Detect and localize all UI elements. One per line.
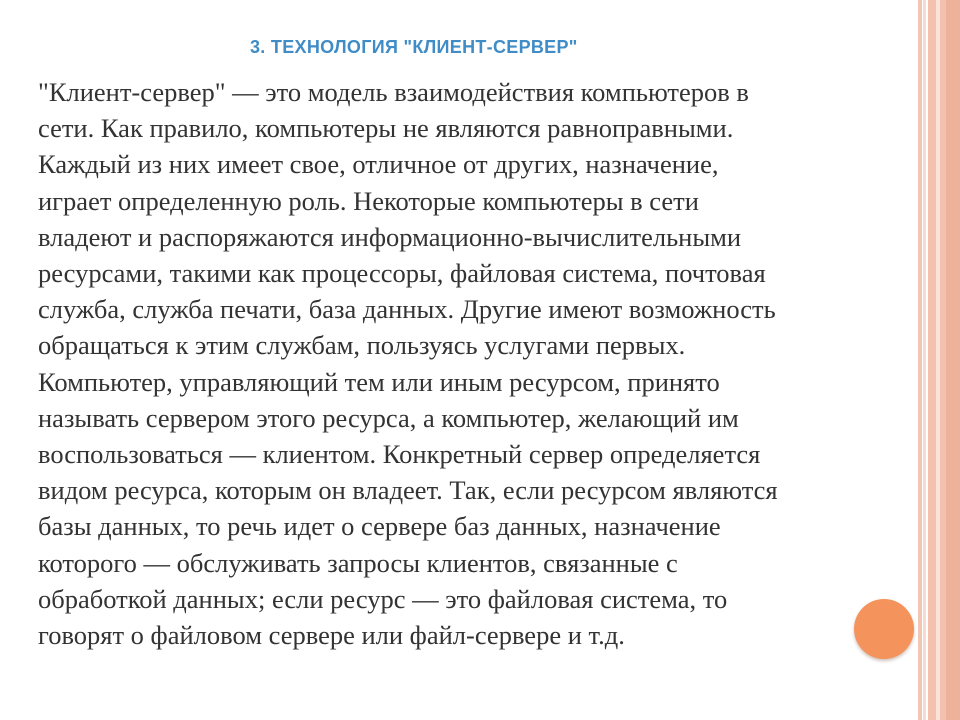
decorative-stripe (946, 0, 960, 720)
body-text-line: базы данных, то речь идет о сервере баз данных, назначение (38, 511, 721, 542)
body-text-line: владеют и распоряжаются информационно-вычислительными (38, 221, 742, 252)
accent-circle (854, 599, 914, 659)
body-text-line: "Клиент-сервер" — это модель взаимодействия компьютеров в (38, 77, 749, 107)
body-text-line: Компьютер, управляющий тем или иным ресурсом, принято (38, 366, 720, 397)
body-text-line: называть сервером этого ресурса, а компьютер, желающий им (38, 402, 739, 433)
body-text-line: видом ресурса, которым он владеет. Так, если ресурсом являются (38, 475, 778, 506)
decorative-stripe (923, 0, 926, 720)
body-text-line: обработкой данных; если ресурс — это файловая система, то (38, 583, 728, 614)
decorative-stripe (918, 0, 922, 720)
slide-body-text (38, 74, 908, 653)
body-text-line: которого — обслуживать запросы клиентов, связанные с (38, 547, 678, 578)
body-text-line: Каждый из них имеет свое, отличное от других, назначение, (38, 149, 719, 180)
body-text-line: воспользоваться — клиентом. Конкретный сервер определяется (38, 439, 761, 470)
body-text-line: играет определенную роль. Некоторые компьютеры в сети (38, 185, 699, 216)
body-text-line: служба, служба печати, база данных. Другие имеют возможность (38, 294, 776, 325)
body-text-line: говорят о файловом сервере или файл-сервере и т.д. (38, 620, 625, 651)
body-text-line: ресурсами, такими как процессоры, файловая система, почтовая (38, 258, 766, 289)
body-text-line: сети. Как правило, компьютеры не являются равноправными. (38, 113, 734, 144)
body-text-line: обращаться к этим службам, пользуясь услугами первых. (38, 330, 686, 361)
decorative-stripe (936, 0, 940, 720)
slide-title: 3. ТЕХНОЛОГИЯ "КЛИЕНТ-СЕРВЕР" (250, 37, 578, 57)
